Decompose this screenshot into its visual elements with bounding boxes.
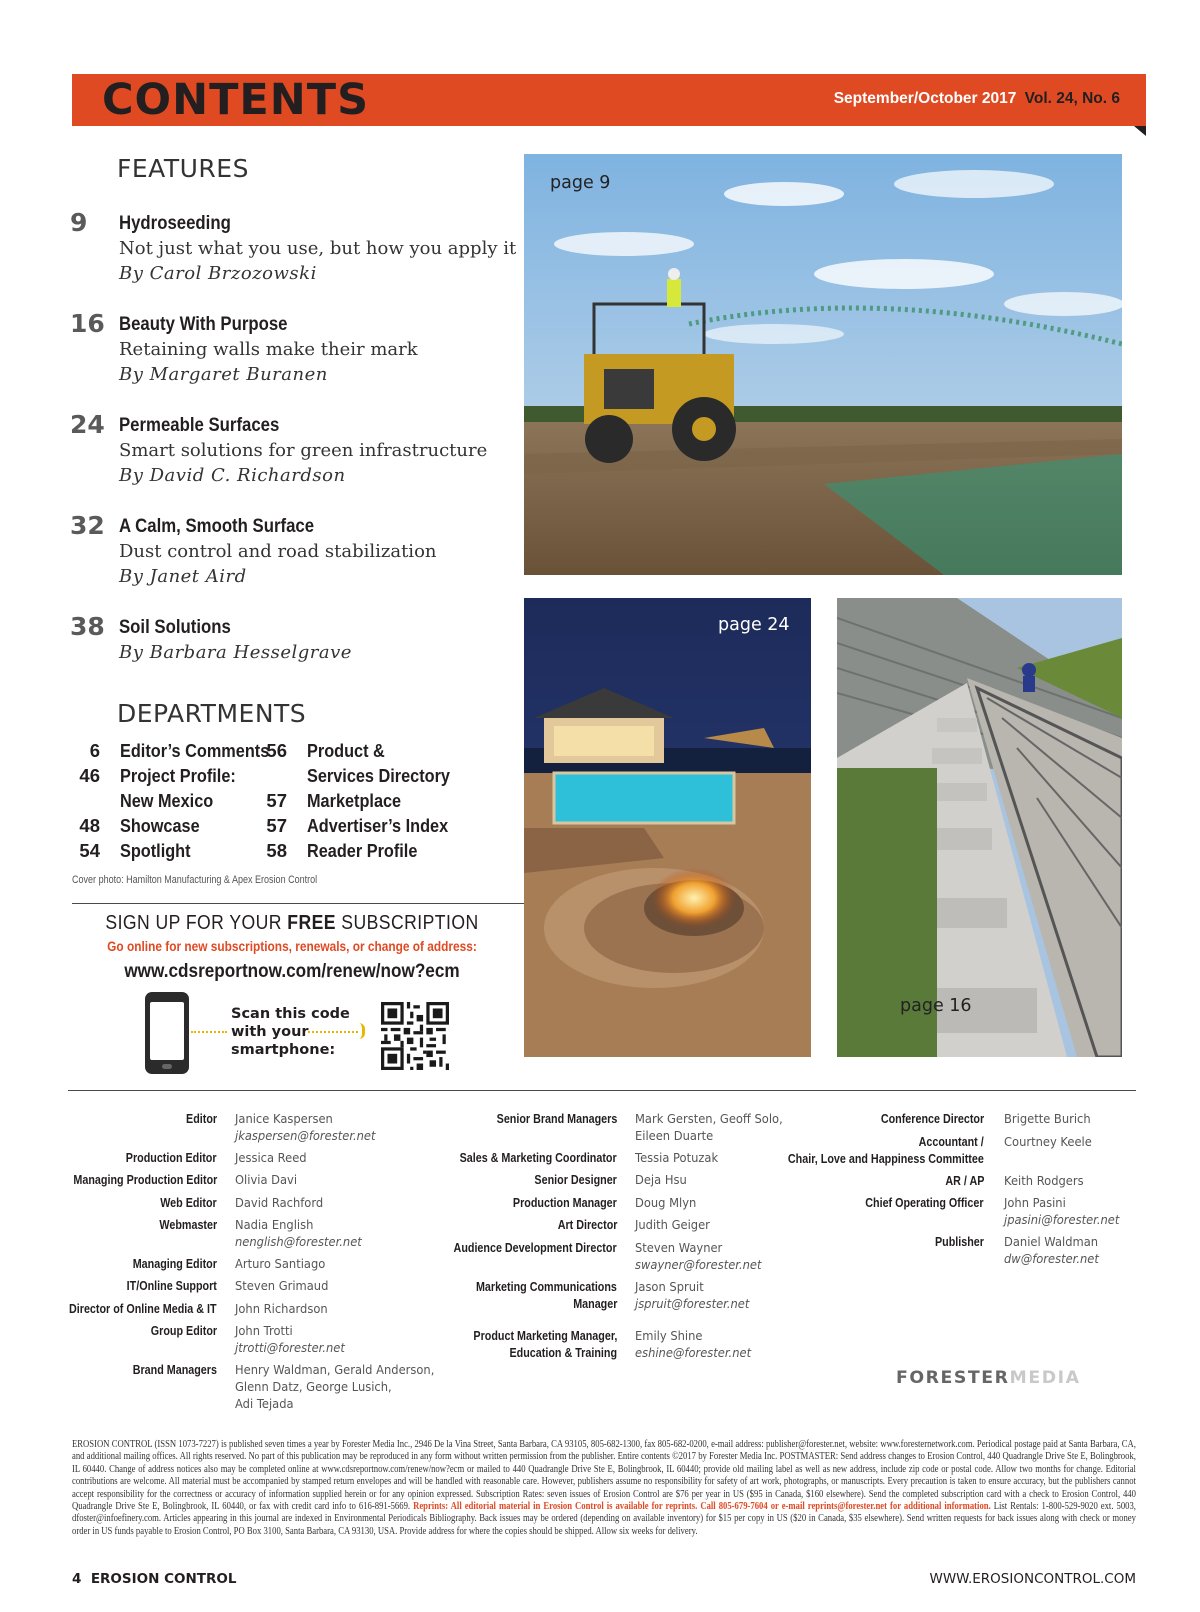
masthead-email-link[interactable]: [235, 1128, 376, 1145]
dept-link[interactable]: Spotlight: [120, 840, 191, 861]
photo-page-label: page 9: [550, 173, 611, 193]
masthead-role: Webmaster: [159, 1218, 217, 1232]
feature-page-number: 16: [70, 309, 105, 338]
dept-link[interactable]: Project Profile:: [120, 765, 236, 786]
masthead-role: IT/Online Support: [126, 1279, 217, 1293]
feature-page-number: 32: [70, 511, 105, 540]
dept-page-number: 48: [79, 815, 100, 836]
masthead-email-link[interactable]: [635, 1257, 762, 1274]
masthead-email-link[interactable]: [235, 1340, 345, 1357]
masthead-role: Sales & Marketing Coordinator: [459, 1151, 617, 1165]
feature-subtitle: Retaining walls make their mark: [119, 339, 418, 360]
masthead-email-link[interactable]: [1004, 1251, 1099, 1268]
subscription-heading-free: FREE: [287, 912, 336, 934]
feature-byline: By Janet Aird: [119, 566, 247, 587]
masthead-role-continued: Education & Training: [509, 1346, 617, 1360]
masthead-name-continued: Adi Tejada: [235, 1396, 294, 1411]
masthead-name: Jason Spruit: [635, 1279, 704, 1294]
logo-text: MEDIA: [1009, 1368, 1081, 1388]
cover-photo-caption: Cover photo: Hamilton Manufacturing & Apex Erosion Control: [72, 874, 318, 886]
masthead-name-continued: Eileen Duarte: [635, 1128, 714, 1143]
masthead-name: Courtney Keele: [1004, 1134, 1092, 1149]
masthead-role: Conference Director: [880, 1112, 984, 1126]
masthead-email-link[interactable]: [635, 1296, 749, 1313]
feature-title: Soil Solutions: [119, 616, 231, 638]
feature-byline: By Margaret Buranen: [119, 364, 328, 385]
issue-volume: Vol. 24, No. 6: [1024, 90, 1120, 107]
masthead-name: Olivia Davi: [235, 1172, 298, 1187]
masthead-role: Production Editor: [126, 1151, 217, 1165]
feature-item[interactable]: [70, 612, 510, 668]
reprints-notice: Reprints: All editorial material in Erosion Control is available for reprints. Call 805-679-7604 or e-mail reprints@forester.net for additional information.: [413, 1501, 991, 1513]
dept-link-continued[interactable]: New Mexico: [120, 790, 214, 811]
dept-page-number: 6: [89, 740, 100, 761]
masthead-name-continued: Glenn Datz, George Lusich,: [235, 1379, 392, 1394]
scan-text-line: Scan this code: [231, 1006, 350, 1022]
masthead-name: Brigette Burich: [1004, 1111, 1091, 1126]
departments-heading: DEPARTMENTS: [117, 699, 307, 728]
publication-fine-print: [72, 1439, 1136, 1538]
feature-item[interactable]: [70, 511, 510, 591]
masthead-email-link[interactable]: [635, 1345, 751, 1362]
dept-page-number: 58: [266, 840, 287, 861]
dept-link[interactable]: Product &: [307, 740, 385, 761]
feature-subtitle: Dust control and road stabilization: [119, 541, 437, 562]
email-text: jkaspersen@forester.net: [235, 1128, 376, 1143]
masthead-role: Publisher: [935, 1235, 984, 1249]
divider: [72, 903, 524, 904]
dept-link[interactable]: Editor’s Comments: [120, 740, 270, 761]
masthead-name: Mark Gersten, Geoff Solo,: [635, 1111, 783, 1126]
subscription-url-link[interactable]: www.cdsreportnow.com/renew/now?ecm: [124, 960, 460, 982]
feature-page-number: 24: [70, 410, 105, 439]
forester-media-logo[interactable]: [896, 1368, 1081, 1388]
masthead-name: Steven Wayner: [635, 1240, 723, 1255]
email-text: eshine@forester.net: [635, 1345, 752, 1360]
feature-subtitle: Not just what you use, but how you apply it: [119, 238, 517, 259]
feature-title: Hydroseeding: [119, 212, 231, 234]
masthead-name: Arturo Santiago: [235, 1256, 326, 1271]
masthead-role: Art Director: [557, 1218, 617, 1232]
dept-page-number: 54: [79, 840, 100, 861]
photo-page-label: page 24: [718, 615, 790, 635]
email-text: jpasini@forester.net: [1004, 1212, 1120, 1227]
masthead-name: John Pasini: [1004, 1195, 1066, 1210]
masthead-role: Product Marketing Manager,: [473, 1329, 617, 1343]
masthead-role: Production Manager: [513, 1196, 617, 1210]
divider: [68, 1090, 1136, 1091]
masthead-name: Emily Shine: [635, 1328, 703, 1343]
dotted-line-decoration: [308, 1031, 358, 1033]
feature-byline: By David C. Richardson: [119, 465, 346, 486]
masthead-name: John Trotti: [235, 1323, 293, 1338]
dept-page-number: 56: [266, 740, 287, 761]
feature-title: Permeable Surfaces: [119, 414, 280, 436]
masthead-role-continued: Chair, Love and Happiness Committee: [788, 1152, 984, 1166]
feature-title: Beauty With Purpose: [119, 313, 288, 335]
masthead-role: Group Editor: [150, 1324, 217, 1338]
masthead-role: Web Editor: [160, 1196, 217, 1210]
feature-byline: By Barbara Hesselgrave: [119, 642, 352, 663]
masthead-email-link[interactable]: [235, 1234, 362, 1251]
feature-item[interactable]: [70, 410, 510, 490]
page-title: CONTENTS: [102, 75, 370, 125]
masthead-name: Daniel Waldman: [1004, 1234, 1099, 1249]
feature-subtitle: Smart solutions for green infrastructure: [119, 440, 488, 461]
pool-patio-photo[interactable]: [524, 598, 811, 1057]
masthead-name: Jessica Reed: [235, 1150, 307, 1165]
feature-page-number: 38: [70, 612, 105, 641]
dept-link-continued[interactable]: Services Directory: [307, 765, 450, 786]
feature-title: A Calm, Smooth Surface: [119, 515, 315, 537]
dept-page-number: 57: [266, 790, 287, 811]
fine-print-text: EROSION CONTROL (ISSN 1073-7227) is published seven times a year by Forester Media Inc., 2946 De la Vina Street, Santa Barbara, CA 93105, 805-682-1300, fax 805-682-0200, e-mail address: publisher@forester.net, website: www.foresternetwork.com. Periodical postage paid at Santa Barbara, CA, and additional mailing offices. All rights reserved. No part of this publication may be reproduced in any form without written permission from the publisher. Entire contents ©2017 by Forester Media Inc. POSTMASTER: Send address changes to Erosion Control, 440 Quadrangle Drive Ste E, Bolingbrook, IL 60440. Change of address notices also may be completed online at www.cdsreportnow.com/renew/now?ecm or mailed to 440 Quadrangle Drive Ste E, Bolingbrook, IL 60440; provide old mailing label as well as new address, include zip code or postal code. Allow two months for change. Editorial contributions are welcome. All material must be accompanied by stamped return envelopes and will be handled with reasonable care. However, publishers assume no responsibility for safety of art work, photographs, or manuscripts. Every precaution is taken to ensure accuracy, but the publishers cannot accept responsibility for the correctness or accuracy of information supplied herein or for any opinion expressed. Subscription Rates: seven issues of Erosion Control are $76 per year in US ($95 in Canada, $160 elsewhere). Send the completed subscription card with a check to Erosion Control, 440 Quadrangle Drive Ste E, Bolingbrook, IL 60440, or fax with credit card info to 616-891-5669.: [72, 1439, 1136, 1513]
photo-page-label: page 16: [900, 996, 972, 1016]
issue-info: [834, 90, 1120, 108]
page-number: 4: [72, 1571, 82, 1587]
masthead-role: Managing Production Editor: [73, 1173, 217, 1187]
smartphone-icon: [145, 992, 189, 1074]
masthead-name: Nadia English: [235, 1217, 314, 1232]
email-text: jtrotti@forester.net: [235, 1340, 345, 1355]
masthead-name: Judith Geiger: [635, 1217, 710, 1232]
page-footer-left: [72, 1571, 237, 1587]
masthead-role: AR / AP: [944, 1174, 984, 1188]
masthead-name: John Richardson: [235, 1301, 328, 1316]
masthead-role: Brand Managers: [132, 1363, 217, 1377]
feature-page-number: 9: [70, 208, 88, 237]
masthead-role: Managing Editor: [132, 1257, 217, 1271]
masthead-name: Tessia Potuzak: [635, 1150, 719, 1165]
masthead-role: Chief Operating Officer: [865, 1196, 984, 1210]
masthead-name: Doug Mlyn: [635, 1195, 697, 1210]
masthead-role: Marketing Communications: [476, 1280, 617, 1294]
subscription-heading-text: SUBSCRIPTION: [335, 912, 479, 934]
masthead-role: Accountant /: [918, 1135, 984, 1149]
bracket-decoration: [359, 1023, 365, 1039]
feature-item[interactable]: [70, 208, 517, 288]
issue-date: September/October 2017: [833, 90, 1017, 107]
masthead-name: Keith Rodgers: [1004, 1173, 1084, 1188]
email-text: jspruit@forester.net: [635, 1296, 750, 1311]
masthead-role: Senior Designer: [534, 1173, 617, 1187]
dept-link[interactable]: Advertiser’s Index: [307, 815, 449, 836]
masthead-role: Senior Brand Managers: [496, 1112, 617, 1126]
hydroseeding-photo[interactable]: [524, 154, 1122, 575]
feature-byline: By Carol Brzozowski: [119, 263, 317, 284]
banner-corner-decoration: [1134, 126, 1146, 136]
dept-link[interactable]: Showcase: [120, 815, 200, 836]
dept-page-number: 57: [266, 815, 287, 836]
masthead-name: Deja Hsu: [635, 1172, 687, 1187]
dotted-line-decoration: [191, 1031, 227, 1033]
masthead-name: Steven Grimaud: [235, 1278, 329, 1293]
fine-print-text: List Rentals: 1-800-529-9020 ext. 5003, dfoster@infoefinery.com. Articles appearing in this journal are indexed in Environmental Periodicals Bibliography. Back issues may be ordered (depending on available inventory) for $15 per copy in US ($20 in Canada, $35 elsewhere). Send written requests for back issues along with check or money order in US funds payable to Erosion Control, PO Box 3100, Santa Barbara, CA 93130, USA. Provide address for where the copies should be shipped. Allow six weeks for delivery.: [72, 1501, 1136, 1537]
website-link[interactable]: WWW.EROSIONCONTROL.COM: [929, 1571, 1136, 1587]
masthead-role: Director of Online Media & IT: [69, 1302, 217, 1316]
masthead-role: Audience Development Director: [453, 1241, 617, 1255]
subscription-heading: [98, 912, 485, 935]
subscription-subtitle: Go online for new subscriptions, renewals, or change of address:: [107, 939, 477, 954]
logo-text: FORESTER: [896, 1368, 1010, 1388]
dept-link[interactable]: Marketplace: [307, 790, 402, 811]
features-heading: FEATURES: [117, 154, 249, 183]
retaining-wall-photo[interactable]: [837, 598, 1122, 1057]
masthead-role-continued: Manager: [572, 1297, 617, 1311]
masthead-role: Editor: [185, 1112, 217, 1126]
masthead-email-link[interactable]: [1004, 1212, 1119, 1229]
masthead-name: Henry Waldman, Gerald Anderson,: [235, 1362, 435, 1377]
feature-item[interactable]: [70, 309, 510, 389]
dept-link[interactable]: Reader Profile: [307, 840, 418, 861]
contents-banner: [72, 74, 1146, 126]
qr-code-icon[interactable]: [381, 1002, 449, 1070]
email-text: swayner@forester.net: [635, 1257, 762, 1272]
scan-text-line: smartphone:: [231, 1042, 336, 1058]
scan-text-line: with your: [231, 1024, 309, 1040]
email-text: dw@forester.net: [1004, 1251, 1099, 1266]
email-text: nenglish@forester.net: [235, 1234, 362, 1249]
subscription-heading-text: SIGN UP FOR YOUR: [105, 912, 288, 934]
masthead-name: David Rachford: [235, 1195, 324, 1210]
magazine-name: EROSION CONTROL: [90, 1571, 237, 1587]
dept-page-number: 46: [79, 765, 100, 786]
masthead-name: Janice Kaspersen: [235, 1111, 333, 1126]
